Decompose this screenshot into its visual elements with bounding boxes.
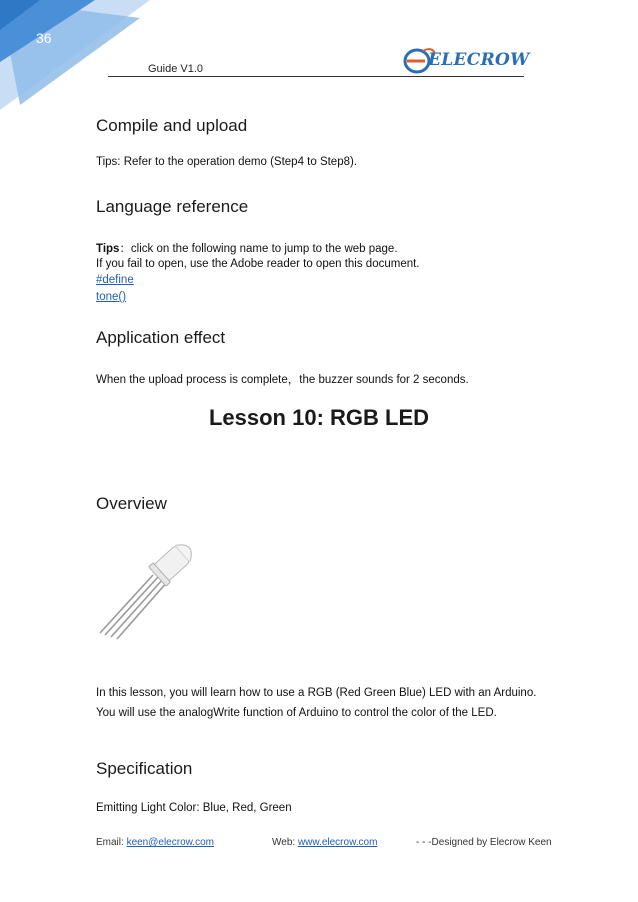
corner-decoration xyxy=(0,0,150,110)
specification-text: Emitting Light Color: Blue, Red, Green xyxy=(96,802,292,814)
language-tips xyxy=(96,240,398,256)
footer-email-label: Email: xyxy=(96,837,127,848)
link-define[interactable]: #define xyxy=(96,274,134,286)
elecrow-logo-text: ELECROW xyxy=(428,50,530,70)
footer-designed-name: Elecrow Keen xyxy=(487,837,552,848)
compile-heading: Compile and upload xyxy=(96,116,248,135)
guide-version-label: Guide V1.0 xyxy=(148,63,204,75)
footer-designed-by xyxy=(416,837,552,848)
page-number: 36 xyxy=(36,30,52,46)
language-heading: Language reference xyxy=(96,197,249,216)
footer-web-link[interactable]: www.elecrow.com xyxy=(297,837,378,848)
specification-heading: Specification xyxy=(96,759,193,778)
overview-line-1: In this lesson, you will learn how to use a RGB (Red Green Blue) LED with an Arduino. xyxy=(96,687,537,699)
lesson-title: Lesson 10: RGB LED xyxy=(208,405,430,430)
language-fail-text: If you fail to open, use the Adobe reader to open this document. xyxy=(96,258,420,270)
application-heading: Application effect xyxy=(96,328,226,347)
footer-web-label: Web: xyxy=(272,837,298,848)
rgb-led-image xyxy=(95,535,220,645)
compile-tip: Tips: Refer to the operation demo (Step4 to Step8). xyxy=(96,156,358,168)
footer-email-link[interactable]: keen@elecrow.com xyxy=(126,837,214,848)
footer-web xyxy=(272,837,377,848)
application-text: When the upload process is complete，the buzzer sounds for 2 seconds. xyxy=(96,374,469,386)
footer-email xyxy=(96,837,214,848)
overview-line-2: You will use the analogWrite function of Arduino to control the color of the LED. xyxy=(96,707,497,719)
overview-heading: Overview xyxy=(96,494,167,513)
tips-label: Tips xyxy=(96,243,120,255)
footer-designed-prefix: - - -Designed by xyxy=(416,837,488,848)
tips-text: ：click on the following name to jump to the web page. xyxy=(119,243,398,255)
link-tone[interactable]: tone() xyxy=(96,291,127,303)
